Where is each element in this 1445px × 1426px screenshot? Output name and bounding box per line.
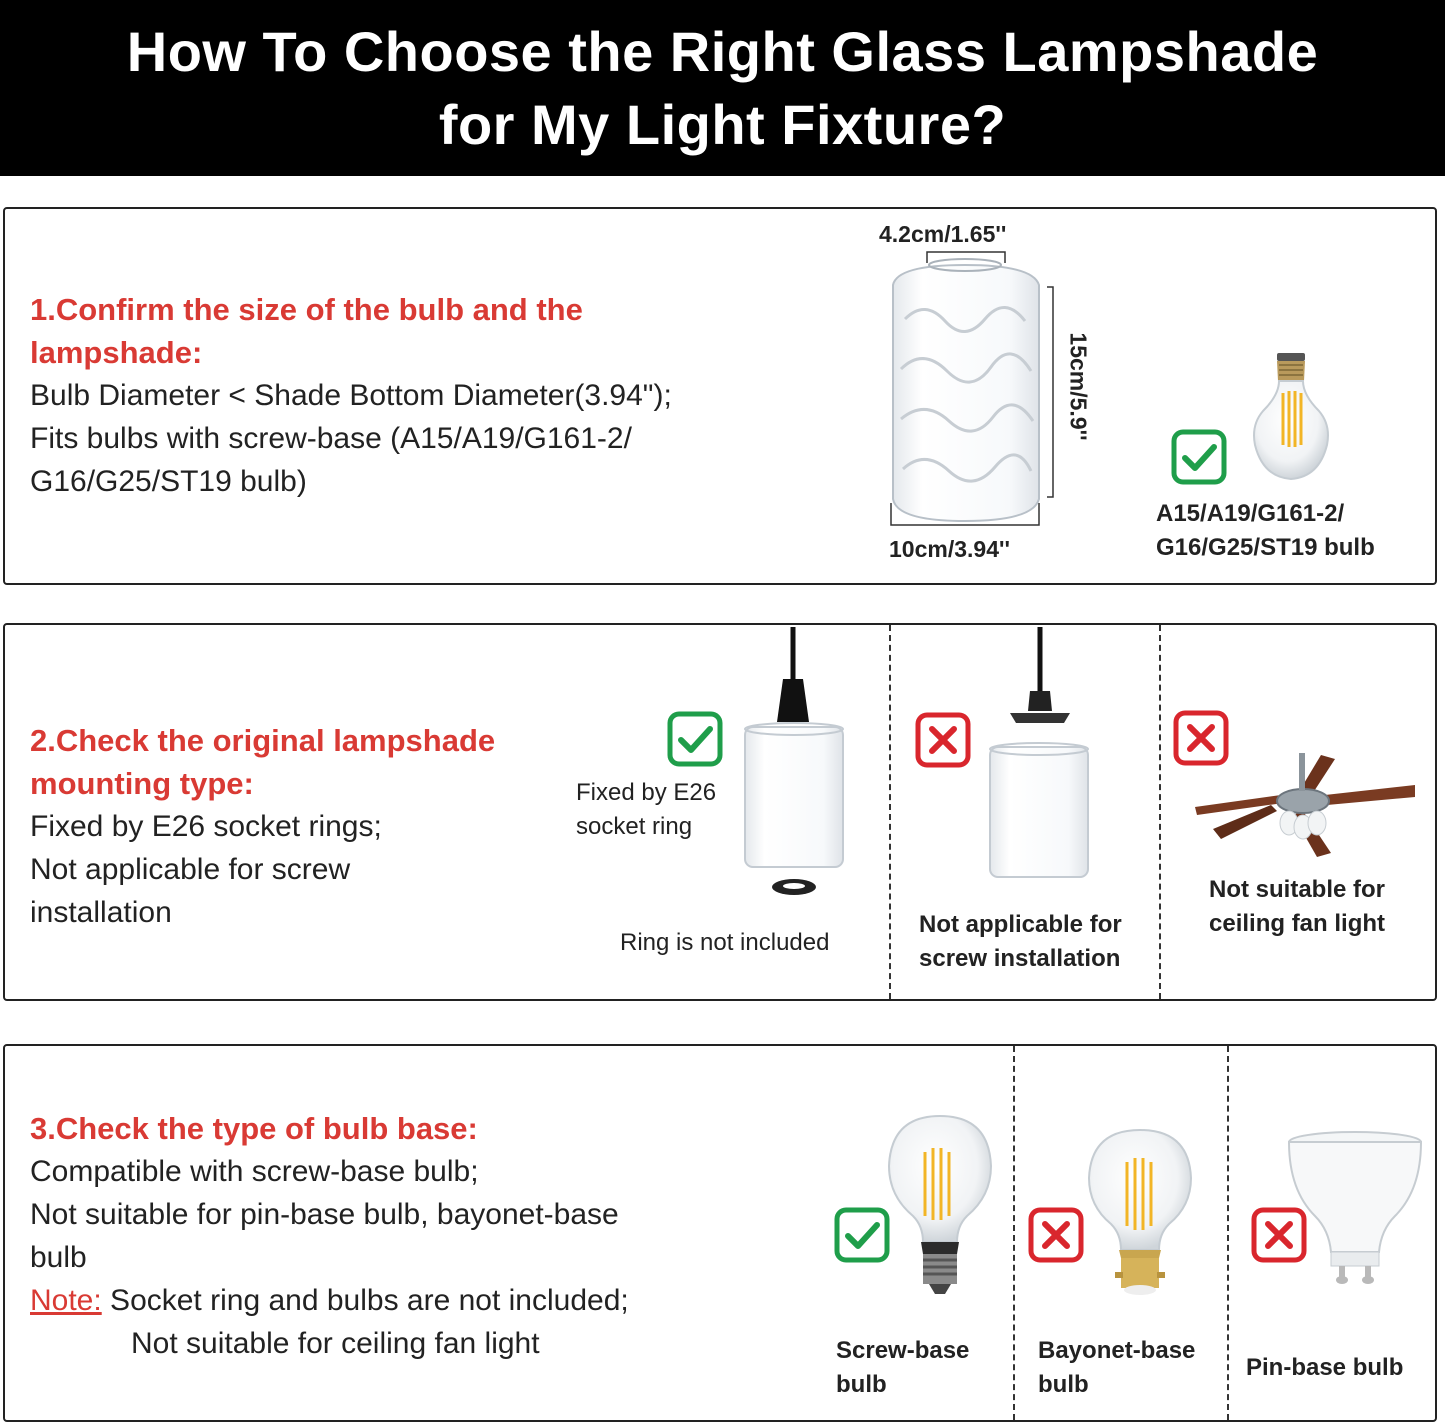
screw-base-bulb-image [885, 1112, 995, 1302]
fixed-socket-caption-line-2: socket ring [576, 813, 693, 840]
divider [1227, 1046, 1229, 1420]
section-3-body-line: Compatible with screw-base bulb; [30, 1155, 479, 1188]
section-2-heading [30, 719, 495, 805]
section-2-panel [3, 623, 1437, 1001]
title-line-2: for My Light Fixture? [438, 93, 1007, 156]
section-1-body-line: Fits bulbs with screw-base (A15/A19/G161-2/ [30, 422, 632, 455]
pin-base-bulb-image [1285, 1130, 1425, 1290]
bulb-compat-caption-line-2: G16/G25/ST19 bulb [1156, 534, 1375, 561]
ceiling-fan-caption [1209, 873, 1385, 941]
dimension-bottom-label: 10cm/3.94'' [889, 536, 1010, 562]
bulb-compat-caption-line-1: A15/A19/G161-2/ [1156, 500, 1345, 527]
ceiling-fan-image [1185, 749, 1421, 859]
pin-base-caption: Pin-base bulb [1246, 1354, 1404, 1381]
section-2-body-line: Fixed by E26 socket rings; [30, 810, 382, 843]
note-line-2: Not suitable for ceiling fan light [131, 1327, 540, 1360]
textured-glass-shade-image [875, 249, 1075, 549]
bulb-compat-caption [1156, 497, 1375, 565]
ring-not-included-note: Ring is not included [620, 929, 830, 956]
section-1-body-line: Bulb Diameter < Shade Bottom Diameter(3.94"); [30, 379, 672, 412]
check-icon [1171, 429, 1227, 485]
section-1-heading-line-1: 1.Confirm the size of the bulb and the [30, 292, 583, 327]
section-1-body-line: G16/G25/ST19 bulb) [30, 465, 307, 498]
check-icon [667, 711, 723, 767]
note-text: Socket ring and bulbs are not included; [101, 1284, 629, 1317]
screw-fitter-shade-image [980, 627, 1100, 887]
note-label: Note: [30, 1284, 102, 1317]
title-banner [0, 0, 1445, 176]
section-2-body-line: Not applicable for screw [30, 853, 351, 886]
screw-base-caption-line-2: bulb [836, 1371, 887, 1398]
section-1-panel [3, 207, 1437, 585]
note-line [30, 1279, 629, 1322]
section-2-heading-line-1: 2.Check the original lampshade [30, 723, 496, 758]
section-2-heading-line-2: mounting type: [30, 766, 254, 801]
section-3-panel [3, 1044, 1437, 1422]
title-line-1: How To Choose the Right Glass Lampshade [126, 20, 1319, 83]
e26-socket-shade-image [733, 627, 853, 907]
section-1-body [30, 374, 672, 503]
screw-base-caption-line-1: Screw-base [836, 1337, 970, 1364]
section-2-body [30, 805, 382, 934]
divider [1159, 625, 1161, 999]
screw-install-caption-line-1: Not applicable for [919, 911, 1122, 938]
divider [1013, 1046, 1015, 1420]
section-1-heading-line-2: lampshade: [30, 335, 203, 370]
section-1-heading [30, 288, 583, 374]
dimension-height-label: 15cm/5.9'' [1065, 332, 1092, 441]
a19-bulb-image [1249, 353, 1333, 483]
bayonet-base-caption-line-1: Bayonet-base [1038, 1337, 1196, 1364]
section-3-body-line: bulb [30, 1241, 87, 1274]
bayonet-base-bulb-image [1085, 1126, 1195, 1298]
fixed-socket-caption [576, 776, 716, 844]
bayonet-base-caption-line-2: bulb [1038, 1371, 1089, 1398]
check-icon [834, 1207, 890, 1263]
dimension-top-label: 4.2cm/1.65'' [879, 221, 1007, 247]
section-3-heading: 3.Check the type of bulb base: [30, 1111, 478, 1146]
screw-base-caption [836, 1334, 969, 1402]
section-3-body [30, 1150, 629, 1365]
screw-install-caption-line-2: screw installation [919, 945, 1121, 972]
ceiling-fan-caption-line-2: ceiling fan light [1209, 910, 1386, 937]
section-3-body-line: Not suitable for pin-base bulb, bayonet-base [30, 1198, 619, 1231]
cross-icon [915, 712, 971, 768]
ceiling-fan-caption-line-1: Not suitable for [1209, 876, 1386, 903]
cross-icon [1028, 1207, 1084, 1263]
bayonet-base-caption [1038, 1334, 1195, 1402]
screw-install-caption [919, 908, 1122, 976]
fixed-socket-caption-line-1: Fixed by E26 [576, 779, 717, 806]
section-2-body-line: installation [30, 896, 172, 929]
divider [889, 625, 891, 999]
